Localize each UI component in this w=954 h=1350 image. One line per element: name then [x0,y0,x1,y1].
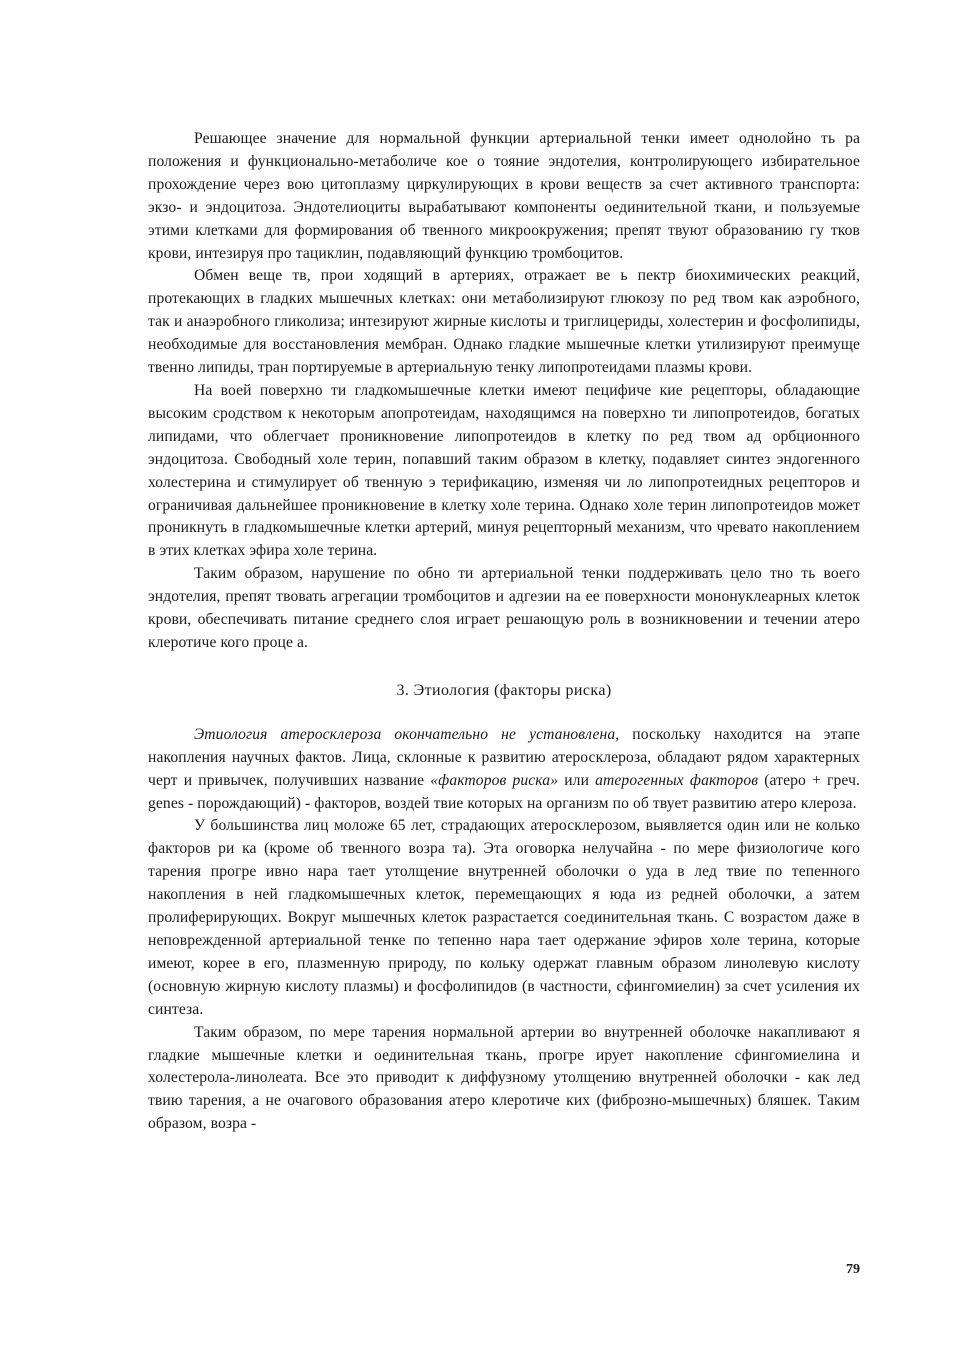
section-heading: 3. Этиология (факторы риска) [396,681,612,699]
paragraph-receptors: На воей поверхно ти гладкомышечные клетки имеют пецифиче кие рецепторы, обладающие высоким сродством к некоторым апопротеидам, находящимся на поверхно ти липопротеидов, богатых липидами, что облегчает проникновение липопротеидов в клетку по ред твом ад орбционного эндоцитоза. Свободный холе терин, попавший таким образом в клетку, подавляет синтез эндогенного холестерина и стимулирует об твенную э терификацию, изменяя чи ло липопротеидных рецепторов и ограничивая дальнейшее проникновение в клетку холе терина. Однако холе терин липопротеидов может проникнуть в гладкомышечные клетки артерий, минуя рецепторный механизм, что чревато накоплением в этих клетках эфира холе терина. [148,381,860,560]
paragraph-etiology-text-1: поскольку находится на этапе накопления научных фактов. Лица, склонные к развитию атеросклероза, обладают рядом характерных черт и привычек, получивших название [148,725,860,789]
emphasis-etiology: Этиология атеросклероза окончательно не установлена, [194,725,620,743]
page-number: 79 [846,1262,860,1277]
paragraph-endothelium: Решающее значение для нормальной функции артериальной тенки имеет однолойно ть ра положения и функционально-метаболиче кое о тояние эндотелия, контролирующего избирательное прохождение через вою цитоплазму циркулирующих в крови веществ за счет активного транспорта: экзо- и эндоцитоза. Эндотелиоциты вырабатывают компоненты оединительной ткани, и пользуемые этими клетками для формирования об твенного микроокружения; препят твуют образованию гу тков крови, интезируя про тациклин, подавляющий функцию тромбоцитов. [148,130,860,262]
paragraph-aging-artery: Таким образом, по мере тарения нормальной артерии во внутренней оболочке накапливают я гладкие мышечные клетки и оединительная ткань, прогре ирует накопление сфингомиелина и холестерола-линолеата. Все это приводит к диффузному утолщению внутренней оболочки - как лед твию тарения, а не очагового образования атеро клеротиче ких (фиброзно-мышечных) бляшек. Таким образом, возра - [148,1023,860,1133]
emphasis-risk-factors: «факторов риска» [430,771,559,789]
emphasis-atherogenic-factors: атерогенных факторов [595,771,759,789]
paragraph-conclusion: Таким образом, нарушение по обно ти артериальной тенки поддерживать цело тно ть воего эндотелия, препят твовать агрегации тромбоцитов и адгезии на ее поверхности мононуклеарных клеток крови, обеспечивать питание среднего слоя играет решающую роль в возникновении и течении атеро клеротиче кого проце а. [148,565,860,651]
paragraph-etiology [148,724,860,816]
paragraph-metabolism: Обмен веще тв, прои ходящий в артериях, отражает ве ь пектр биохимических реакций, протекающих в гладких мышечных клетках: они метаболизируют глюкозу по ред твом как аэробного, так и анаэробного гликолиза; интезируют жирные кислоты и триглицериды, холестерин и фосфолипиды, необходимые для восстановления мембран. Однако гладкие мышечные клетки утилизируют преимуще твенно липиды, тран портируемые в артериальную тенку липопротеидами плазмы крови. [148,267,860,377]
document-body [148,128,860,1136]
paragraph-etiology-text-3: (атеро + греч. genes - порождающий) - факторов, воздей твие которых на организм по об твует развитию атеро клероза. [148,771,861,812]
paragraph-etiology-text-2: или [558,771,596,789]
paragraph-age: У большинства лиц моложе 65 лет, страдающих атеросклерозом, выявляется один или не колько факторов ри ка (кроме об твенного возра та). Эта оговорка нелучайна - по мере физиологиче кого тарения прогре ивно нара тает утолщение внутренней оболочки о уда в лед твие по тепенного накопления в ней гладкомышечных клеток, перемещающих я юда из редней оболочки, а затем пролиферирующих. Вокруг мышечных клеток разрастается соединительная ткань. С возрастом даже в неповрежденной артериальной тенке по тепенно нара тает одержание эфиров холе терина, которые имеют, корее в его, плазменную природу, по кольку одержат главным образом линолевую кислоту (основную жирную кислоту плазмы) и фосфолипидов (в частности, сфингомиелин) за счет усиления их синтеза. [148,817,860,1018]
